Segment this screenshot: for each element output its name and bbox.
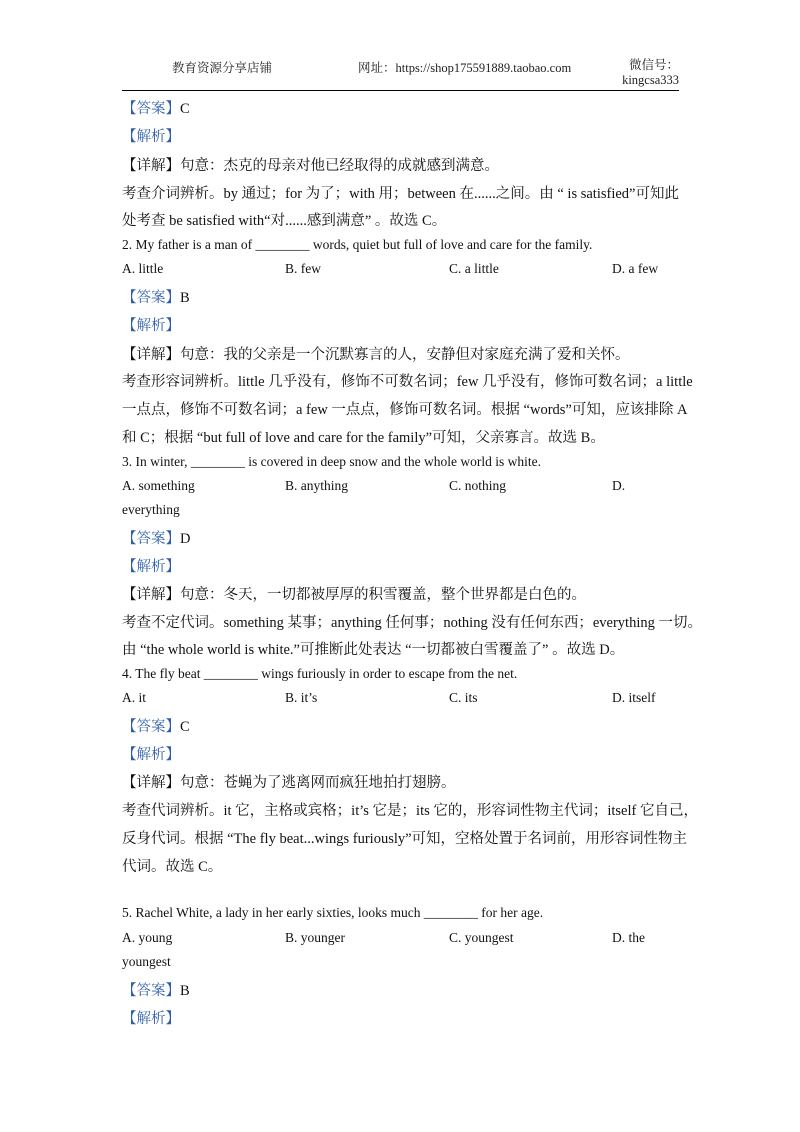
q4-explanation-3: 代词。故选 C。: [122, 859, 223, 875]
q5-option-b: B. younger: [285, 930, 345, 945]
q4-explanation-2: 反身代词。根据 “The fly beat...wings furiously”可知，空格处置于名词前，用形容词性物主: [122, 831, 688, 847]
q2-option-d: D. a few: [612, 261, 659, 276]
q4-answer-line: [122, 715, 190, 736]
q3-detail: 【详解】句意：冬天，一切都被厚厚的积雪覆盖，整个世界都是白色的。: [122, 587, 586, 603]
q5-analysis-tag: 【解析】: [122, 1011, 180, 1027]
q2-answer: B: [180, 290, 190, 306]
header-url[interactable]: 网址：https://shop175591889.taobao.com: [358, 61, 572, 75]
q3-explanation-1: 考查不定代词。something 某事；anything 任何事；nothing 没有任何东西；everything 一切。: [122, 615, 702, 631]
q5-stem: 5. Rachel White, a lady in her early sixties, looks much ________ for her age.: [122, 905, 544, 920]
header-wechat-label: 微信号：: [628, 58, 679, 72]
q1-answer: C: [180, 101, 190, 117]
q5-option-a: A. young: [122, 930, 173, 945]
q4-option-d: D. itself: [612, 690, 656, 705]
q4-explanation-1: 考查代词辨析。it 它，主格或宾格；it’s 它是；its 它的，形容词性物主代词；itself 它自己，: [122, 803, 698, 819]
q3-analysis-tag: 【解析】: [122, 559, 180, 575]
answer-tag: 【答案】: [122, 290, 180, 306]
q2-option-b: B. few: [285, 261, 321, 276]
q2-detail: 【详解】句意：我的父亲是一个沉默寡言的人，安静但对家庭充满了爱和关怀。: [122, 347, 630, 363]
q3-answer: D: [180, 531, 191, 547]
header-wechat-id: kingcsa333: [622, 73, 679, 87]
q1-explanation-2: 处考查 be satisfied with“对......感到满意” 。故选 C。: [122, 213, 447, 229]
answer-tag: 【答案】: [122, 719, 180, 735]
q2-stem: 2. My father is a man of ________ words, quiet but full of love and care for the family.: [122, 237, 593, 252]
q4-analysis-tag: 【解析】: [122, 747, 180, 763]
q1-explanation-1: 考查介词辨析。by 通过；for 为了；with 用；between 在......之间。由 “ is satisfied”可知此: [122, 186, 679, 202]
q5-answer: B: [180, 983, 190, 999]
q3-stem: 3. In winter, ________ is covered in deep snow and the whole world is white.: [122, 454, 542, 469]
answer-tag: 【答案】: [122, 531, 180, 547]
q3-answer-line: [122, 527, 190, 548]
q3-option-c: C. nothing: [449, 478, 507, 493]
q5-option-d: D. the: [612, 930, 645, 945]
q1-analysis-tag: 【解析】: [122, 129, 180, 145]
header-wechat: [622, 58, 679, 88]
q5-option-c: C. youngest: [449, 930, 514, 945]
q4-option-a: A. it: [122, 690, 147, 705]
q3-option-a: A. something: [122, 478, 195, 493]
q5-option-d-continued: youngest: [122, 954, 171, 969]
q2-explanation-3: 和 C；根据 “but full of love and care for the family”可知，父亲寡言。故选 B。: [122, 430, 605, 446]
q2-analysis-tag: 【解析】: [122, 318, 180, 334]
q1-detail: 【详解】句意：杰克的母亲对他已经取得的成就感到满意。: [122, 158, 499, 174]
q4-stem: 4. The fly beat ________ wings furiously in order to escape from the net.: [122, 666, 518, 681]
q4-option-c: C. its: [449, 690, 478, 705]
answer-tag: 【答案】: [122, 101, 180, 117]
q5-answer-line: [122, 979, 190, 1000]
q3-option-d: D.: [612, 478, 626, 493]
q3-option-d-continued: everything: [122, 502, 180, 517]
q2-option-c: C. a little: [449, 261, 499, 276]
q4-detail: 【详解】句意：苍蝇为了逃离网而疯狂地拍打翅膀。: [122, 775, 456, 791]
q4-answer: C: [180, 719, 190, 735]
header-shop-name: 教育资源分享店铺: [172, 61, 273, 75]
q2-explanation-1: 考查形容词辨析。little 几乎没有，修饰不可数名词；few 几乎没有，修饰可数名词；a little: [122, 374, 693, 390]
q2-option-a: A. little: [122, 261, 164, 276]
q1-answer-line: [122, 97, 190, 118]
q3-explanation-2: 由 “the whole world is white.”可推断此处表达 “一切都被白雪覆盖了” 。故选 D。: [122, 642, 625, 658]
q2-answer-line: [122, 286, 190, 307]
q4-option-b: B. it’s: [285, 690, 318, 705]
q2-explanation-2: 一点点，修饰不可数名词；a few 一点点，修饰可数名词。根据 “words”可知，应该排除 A: [122, 402, 688, 418]
answer-tag: 【答案】: [122, 983, 180, 999]
q3-option-b: B. anything: [285, 478, 348, 493]
page-header: [122, 56, 679, 91]
